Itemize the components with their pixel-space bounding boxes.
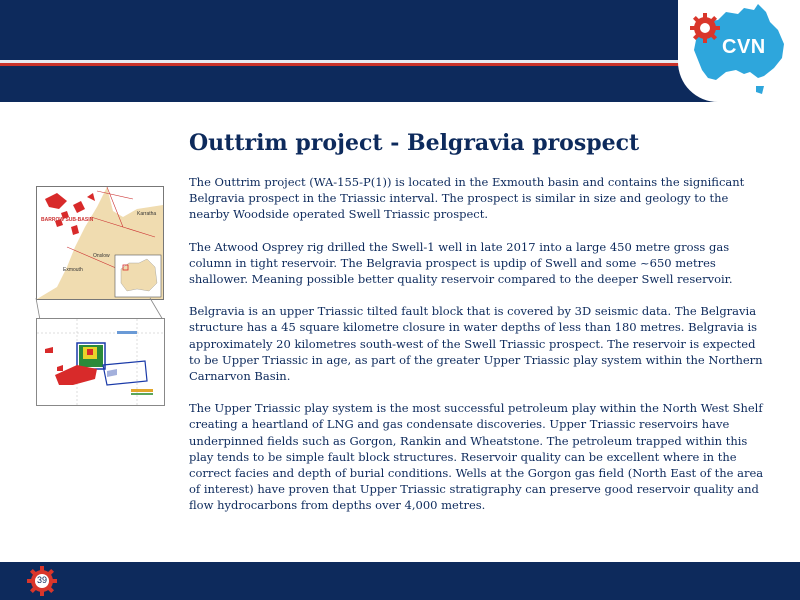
- paragraph-4: The Upper Triassic play system is the most successful petroleum play within the North West Shelf creating a heartland of LNG and gas condensate discoveries. Upper Triassic reservoirs have underpinned fields such as Gorgon, Rankin and Wheatstone. The petroleum trapped within this play tends to be simple fault block structures. Reservoir quality can be excellent where in the correct facies and depth of burial conditions. Wells at the Gorgon gas field (North East of the area of interest) have proven that Upper Triassic stratigraphy can preserve good reservoir quality and flow hydrocarbons from depths over 4,000 metres.: [189, 401, 764, 513]
- slide-title: Outtrim project - Belgravia prospect: [189, 130, 640, 156]
- map-label-basin: BARROW SUB-BASIN: [41, 217, 94, 223]
- regional-location-map: [36, 186, 164, 300]
- paragraph-1: The Outtrim project (WA-155-P(1)) is located in the Exmouth basin and contains the significant Belgravia prospect in the Triassic interval. The prospect is similar in size and geology to the nearby Woodside operated Swell Triassic prospect.: [189, 175, 745, 222]
- slide-body: [189, 174, 769, 530]
- paragraph-3: Belgravia is an upper Triassic tilted fault block that is covered by 3D seismic data. The Belgravia structure has a 45 square kilometre closure in water depths of less than 180 metres. Belgravia is approximately 20 kilometres south-west of the Swell Triassic prospect. The reservoir is expected to be Upper Triassic in age, as part of the greater Upper Triassic play system within the Northern Carnarvon Basin.: [189, 304, 763, 384]
- map-label-onslow: Onslow: [93, 253, 110, 259]
- seismic-detail-map: [36, 318, 165, 406]
- footer-band: [0, 562, 800, 600]
- page-number: 39: [36, 575, 47, 585]
- logo-text: CVN: [722, 36, 766, 58]
- gear-icon: [690, 13, 720, 43]
- company-logo: [678, 0, 800, 102]
- map-label-karratha: Karratha: [137, 211, 157, 217]
- map-label-exmouth: Exmouth: [63, 267, 83, 273]
- paragraph-2: The Atwood Osprey rig drilled the Swell-1 well in late 2017 into a large 450 metre gross gas column in tight reservoir. The Belgravia prospect is updip of Swell and some ~650 metres shallower. Meaning possible better quality reservoir compared to the deeper Swell reservoir.: [189, 239, 733, 287]
